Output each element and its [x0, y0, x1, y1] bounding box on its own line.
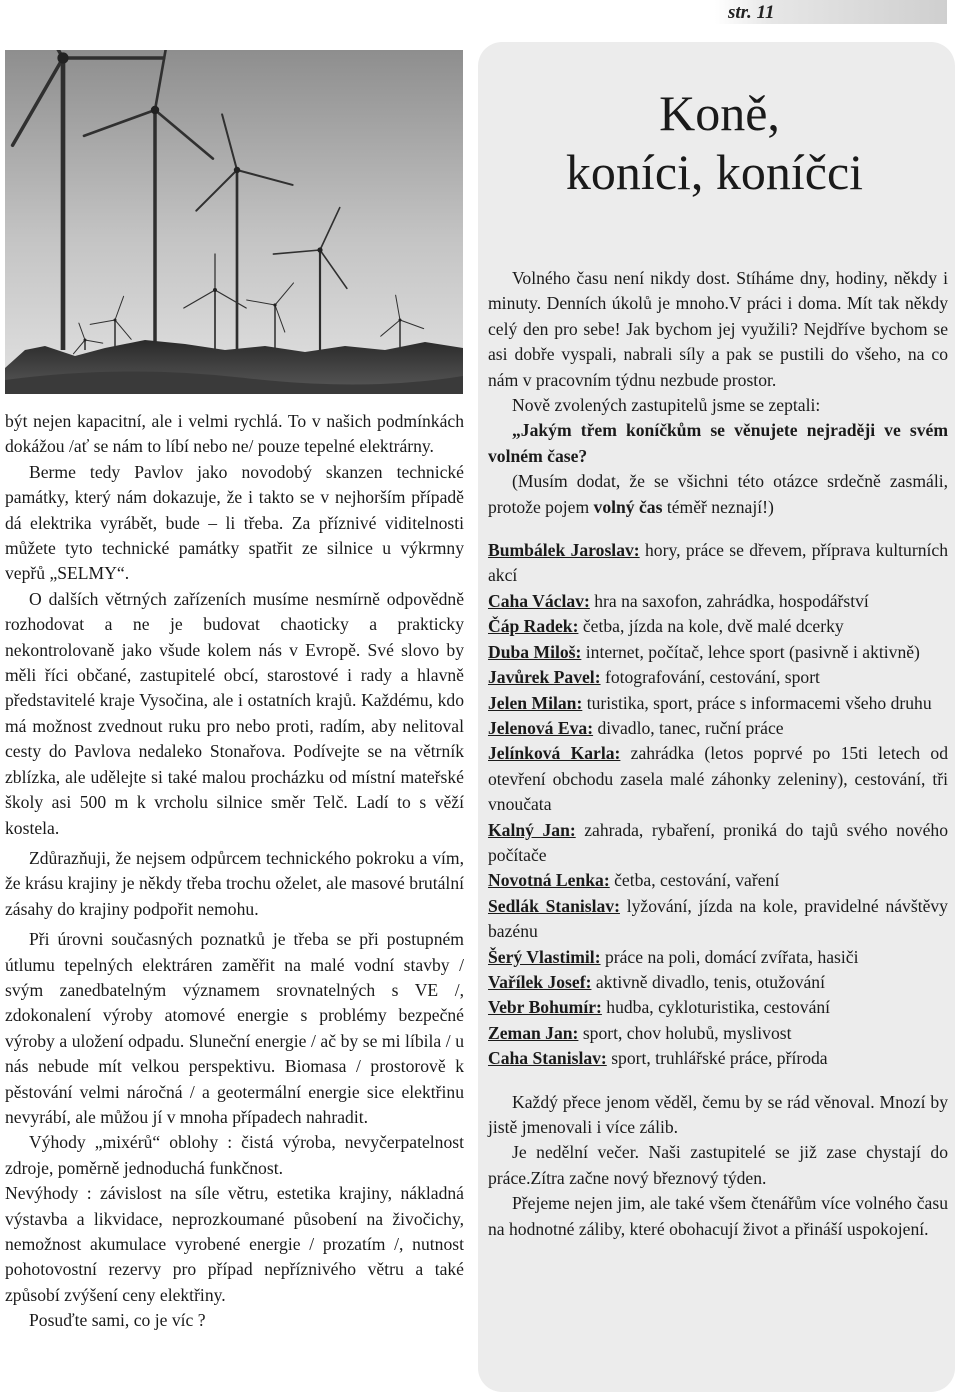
- person-name: Kalný Jan:: [488, 819, 576, 840]
- list-item: [488, 970, 948, 995]
- hobby-text: zahrádka (letos poprvé po 15ti letech od otevření obchodu zasela malé záhonky zeleniny), cestování, tři vnoučata: [488, 743, 948, 815]
- list-item: [488, 894, 948, 945]
- note-end: téměř neznají!): [662, 496, 774, 517]
- list-item: [488, 640, 948, 665]
- wind-turbines-photo: [5, 50, 463, 394]
- list-item: [488, 818, 948, 869]
- left-paragraph: Zdůrazňuji, že nejsem odpůrcem technického pokroku a vím, že krásu krajiny je někdy třeba trochu oželet, ale masové brutální zásahy do krajiny podpořit nemohu.: [5, 847, 464, 919]
- list-item: [488, 868, 948, 893]
- hobby-text: hra na saxofon, zahrádka, hospodářství: [589, 590, 869, 611]
- left-paragraph: Při úrovni současných poznatků je třeba se při postupném útlumu tepelných elektráren zaměřit na malé vodní stavby / svým zanedbatelným významem srovnatelných s VE /, zdokonalení výroby atomové energie s problémy bezpečné výroby a uložení odpadu. Sluneční energie / ač by se mi líbila / u nás nebude mít velkou perspektivu. Biomasa / prostorově k pěstování velmi náročná / a geotermální energie sice elektřinu nevyrábí, ale můžou jí v mnoha případech nahradit.: [5, 929, 464, 1127]
- person-name: Duba Miloš:: [488, 641, 582, 662]
- list-item: [488, 945, 948, 970]
- person-name: Šerý Vlastimil:: [488, 946, 601, 967]
- person-name: Vebr Bohumír:: [488, 997, 602, 1018]
- person-name: Bumbálek Jaroslav:: [488, 540, 640, 561]
- list-item: [488, 1046, 948, 1071]
- hobby-text: práce na poli, domácí zvířata, hasiči: [600, 946, 859, 967]
- list-item: [488, 995, 948, 1020]
- intro-paragraph: Volného času není nikdy dost. Stíháme dny, hodiny, někdy i minuty. Denních úkolů je mnoho.V práci i doma. Mít tak někdy celý den pro sebe! Jak bychom jej využili? Nejdříve bychom se asi dobře vyspali, nabrali síly a pak se pustili do všeho, na co nám v pracovním týdnu nezbude prostor.: [488, 268, 948, 390]
- title-line-1: Koně,: [659, 85, 780, 141]
- list-item: [488, 691, 948, 716]
- closing-paragraph: Je nedělní večer. Naši zastupitelé se již zase chystají do práce.Zítra začne nový březnový týden.: [488, 1142, 948, 1188]
- hobby-text: divadlo, tanec, ruční práce: [593, 717, 784, 738]
- left-paragraph: Nevýhody : závislost na síle větru, estetika krajiny, nákladná výstavba a likvidace, neprozkoumané působení na živočichy, nemožnost akumulace vyrobené energie / prozatím /, nutnost pohotovostní rezervy pro případ nepříznivého větru a také způsobí zvýšení ceny elektřiny.: [5, 1183, 464, 1305]
- hobby-text: turistika, sport, práce s informacemi všeho druhu: [582, 692, 932, 713]
- survey-question: „Jakým třem koníčkům se věnujete nejraději ve svém volném čase?: [488, 420, 948, 466]
- hobby-text: zahrada, rybaření, proniká do tajů svého nového počítače: [488, 819, 949, 865]
- article-title: [478, 84, 955, 202]
- hobby-list: [488, 538, 948, 1072]
- hobby-text: hudba, cykloturistika, cestování: [601, 997, 831, 1018]
- hobby-text: sport, truhlářské práce, příroda: [606, 1048, 828, 1069]
- person-name: Jelínková Karla:: [488, 743, 621, 764]
- right-article: [488, 266, 948, 1242]
- title-line-2: koníci, koníčci: [565, 144, 864, 200]
- person-name: Caha Stanislav:: [488, 1048, 607, 1069]
- left-paragraph: O dalších větrných zařízeních musíme nesmírně odpovědně rozhodovat a ne je budovat chaoticky a prakticky nekontrolovaně jako všude kolem nás v Evropě. Své slovo by měli říci občané, zastupitelé obcí, starostové i rady a hlavně představitelé kraje Vysočina, ale i ostatních krajů. Každému, kdo má možnost zvednout ruku pro nebo proti, radím, aby nelitoval cesty do Pavlova nedaleko Stonařova. Podívejte se na větrník zblízka, ale udělejte si také malou procházku od místní mateřské školy asi 500 m k vrcholu silnice směr Telč. Ladí to s věží kostela.: [5, 588, 464, 838]
- hobby-text: lyžování, jízda na kole, pravidelné návštěvy bazénu: [488, 895, 948, 942]
- person-name: Javůrek Pavel:: [488, 667, 601, 688]
- hobby-text: četba, jízda na kole, dvě malé dcerky: [578, 616, 844, 637]
- hobby-text: internet, počítač, lehce sport (pasivně i aktivně): [581, 641, 920, 662]
- list-item: [488, 589, 948, 614]
- person-name: Jelen Milan:: [488, 692, 583, 713]
- hobby-text: aktivně divadlo, tenis, otužování: [591, 971, 825, 992]
- person-name: Zeman Jan:: [488, 1022, 579, 1043]
- list-item: [488, 716, 948, 741]
- left-paragraph: Berme tedy Pavlov jako novodobý skanzen technické památky, který nám dokazuje, že i takto se v nejhorším případě dá elektrika vyrábět, bude – li třeba. Za příznivé viditelnosti můžete tyto technické památky spatřit ze silnice u výkrmny vepřů „SELMY“.: [5, 461, 464, 584]
- hobby-text: hory, práce se dřevem, příprava kulturních akcí: [488, 540, 948, 586]
- person-name: Novotná Lenka:: [488, 870, 610, 891]
- person-name: Sedlák Stanislav:: [488, 895, 620, 916]
- page-number: str. 11: [728, 2, 775, 23]
- hobby-text: četba, cestování, vaření: [609, 870, 780, 891]
- left-paragraph: Posuďte sami, co je víc ?: [29, 1310, 206, 1331]
- left-paragraph: být nejen kapacitní, ale i velmi rychlá. To v našich podmínkách dokážou /ať se nám to líbí nebo ne/ pouze tepelné elektrárny.: [5, 411, 464, 457]
- person-name: Caha Václav:: [488, 590, 590, 611]
- person-name: Jelenová Eva:: [488, 717, 594, 738]
- list-item: [488, 614, 948, 639]
- note-start: (Musím dodat, že se všichni této otázce srdečně zasmáli, protože pojem: [488, 471, 948, 517]
- closing-paragraph: Každý přece jenom věděl, čemu by se rád věnoval. Mnozí by jistě jmenovali i více zálib.: [488, 1091, 948, 1137]
- left-paragraph: Výhody „mixérů“ oblohy : čistá výroba, nevyčerpatelnost zdroje, poměrně jednoduchá funkčnost.: [5, 1132, 464, 1178]
- person-name: Čáp Radek:: [488, 616, 579, 637]
- hobby-text: fotografování, cestování, sport: [600, 667, 820, 688]
- left-article: [5, 409, 464, 1334]
- list-item: [488, 1021, 948, 1046]
- list-item: [488, 741, 948, 817]
- hobby-text: sport, chov holubů, myslivost: [578, 1022, 792, 1043]
- note-bold: volný čas: [593, 496, 663, 517]
- person-name: Vařílek Josef:: [488, 971, 592, 992]
- note-paragraph: [488, 469, 948, 520]
- list-item: [488, 665, 948, 690]
- list-item: [488, 538, 948, 589]
- question-intro: Nově zvolených zastupitelů jsme se zeptali:: [512, 395, 821, 416]
- closing-paragraph: Přejeme nejen jim, ale také všem čtenářům více volného času na hodnotné záliby, které obohacují život a přináší uspokojení.: [488, 1193, 948, 1239]
